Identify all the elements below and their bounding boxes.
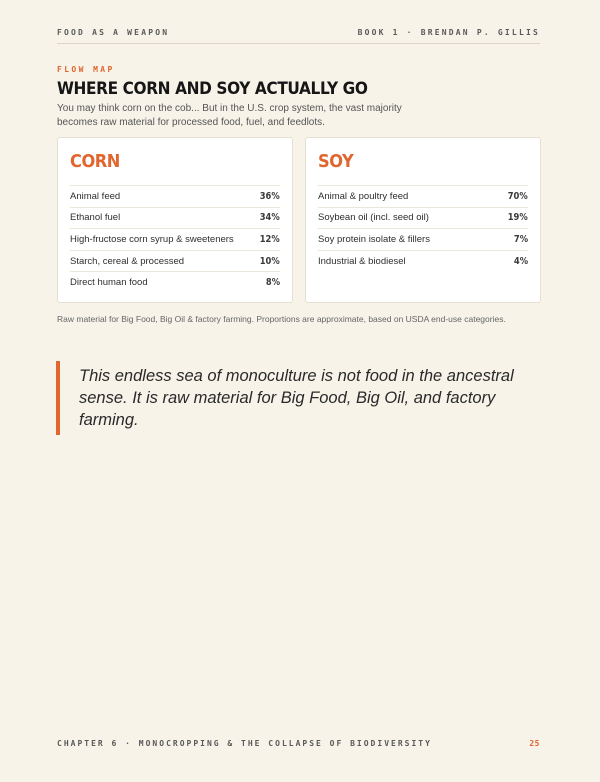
section-title: WHERE CORN AND SOY ACTUALLY GO [57, 79, 368, 98]
table-row [70, 185, 280, 207]
row-label: High-fructose corn syrup & sweeteners [70, 233, 234, 245]
row-value: 36% [259, 190, 280, 202]
soy-card-title: SOY [318, 151, 354, 172]
row-value: 34% [259, 212, 280, 224]
row-value: 19% [507, 212, 528, 224]
soy-card [305, 137, 541, 303]
row-value: 8% [265, 277, 280, 289]
section-kicker: FLOW MAP [57, 65, 115, 74]
book-title: FOOD AS A WEAPON [57, 28, 170, 37]
row-label: Soybean oil (incl. seed oil) [318, 212, 429, 224]
corn-card-title: CORN [70, 151, 120, 172]
section-header [57, 65, 541, 129]
section-lede: You may think corn on the cob... But in the U.S. crop system, the vast majority becomes raw material for processed food, fuel, and feedlots. [57, 103, 402, 128]
table-row [318, 185, 528, 207]
table-row [70, 250, 280, 272]
row-value: 12% [259, 233, 280, 245]
table-row [318, 207, 528, 229]
table-row [318, 228, 528, 250]
row-label: Soy protein isolate & fillers [318, 233, 430, 245]
table-row [70, 228, 280, 250]
row-label: Ethanol fuel [70, 212, 121, 224]
row-value: 10% [259, 255, 280, 267]
row-value: 7% [513, 233, 528, 245]
running-foot [57, 739, 540, 748]
row-label: Animal feed [70, 190, 121, 202]
chapter-title: CHAPTER 6 · MONOCROPPING & THE COLLAPSE OF BIODIVERSITY [57, 739, 432, 748]
row-label: Starch, cereal & processed [70, 255, 185, 267]
page-number: 25 [529, 739, 540, 748]
figure-caption: Raw material for Big Food, Big Oil & factory farming. Proportions are approximate, based on USDA end-use categories. [57, 314, 506, 324]
row-label: Animal & poultry feed [318, 190, 409, 202]
pull-quote: This endless sea of monoculture is not food in the ancestral sense. It is raw material for Big Food, Big Oil, and factory farming. [56, 361, 516, 435]
table-row [70, 271, 280, 293]
table-row [70, 207, 280, 229]
row-label: Industrial & biodiesel [318, 255, 406, 267]
row-value: 4% [513, 255, 528, 267]
corn-card [57, 137, 293, 303]
crop-cards [57, 137, 541, 303]
running-head [57, 28, 540, 44]
table-row [318, 250, 528, 272]
row-label: Direct human food [70, 277, 148, 289]
row-value: 70% [507, 190, 528, 202]
book-author: BOOK 1 · BRENDAN P. GILLIS [357, 28, 540, 37]
